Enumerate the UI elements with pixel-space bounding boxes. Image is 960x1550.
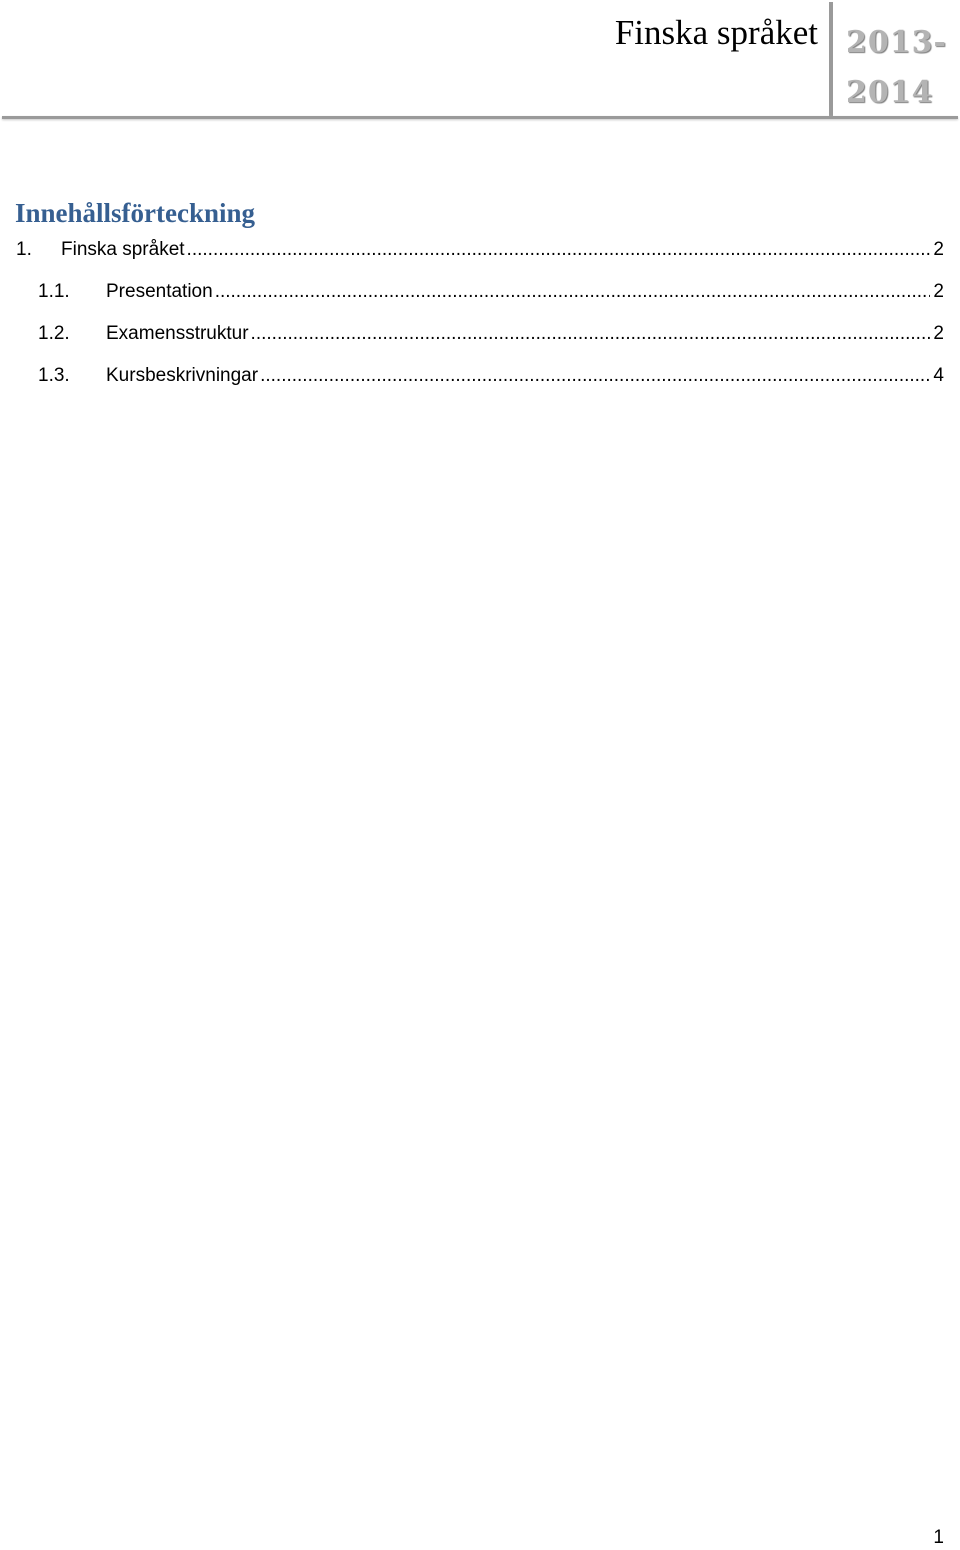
toc-entry-title[interactable]: Kursbeskrivningar (106, 365, 259, 386)
toc-entry-finska-spraket[interactable] (16, 236, 944, 264)
toc-entry-page[interactable]: 2 (933, 323, 944, 344)
toc-dot-leader (215, 278, 931, 306)
toc-heading: Innehållsförteckning (15, 198, 256, 228)
header-title: Finska språket (614, 13, 818, 52)
toc-entry-number: 1.2. (38, 323, 70, 344)
toc-entry-page[interactable]: 4 (933, 365, 944, 386)
toc-entry-title[interactable]: Examensstruktur (106, 323, 249, 344)
toc-entry-examensstruktur[interactable] (38, 320, 944, 348)
toc-dot-leader (187, 236, 931, 264)
page-header (0, 0, 960, 120)
toc-dot-leader (260, 362, 930, 390)
toc-entry-title[interactable]: Presentation (106, 281, 213, 302)
toc-entry-page[interactable]: 2 (933, 281, 944, 302)
toc-entry-number: 1. (16, 239, 32, 260)
toc-entry-kursbeskrivningar[interactable] (38, 362, 944, 390)
toc-entry-number: 1.1. (38, 281, 70, 302)
toc-dot-leader (251, 320, 931, 348)
toc-entry-title[interactable]: Finska språket (61, 239, 185, 260)
header-year: 2013-2014 (846, 25, 947, 110)
header-rule (2, 116, 958, 119)
toc-entry-number: 1.3. (38, 365, 70, 386)
page-number: 1 (933, 1527, 944, 1548)
toc-entry-presentation[interactable] (38, 278, 944, 306)
toc-entry-page[interactable]: 2 (933, 239, 944, 260)
header-divider (829, 2, 833, 117)
